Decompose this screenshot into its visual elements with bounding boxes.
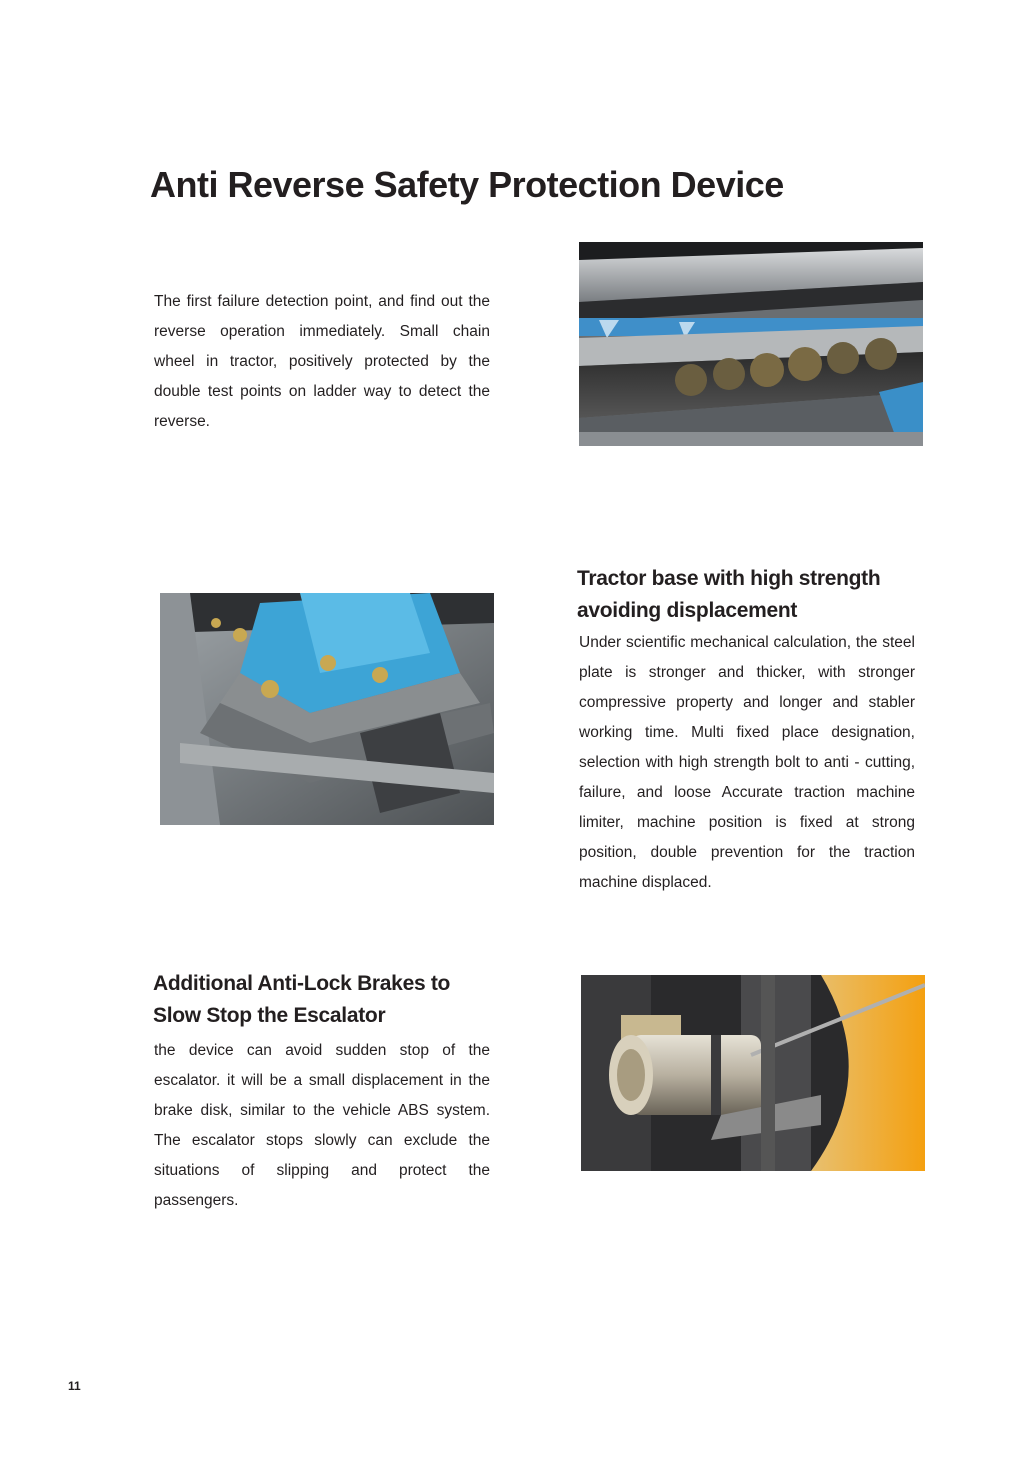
section3-heading-line1: Additional Anti-Lock Brakes to	[153, 972, 451, 995]
section3-heading-line2: Slow Stop the Escalator	[153, 1004, 386, 1027]
tractor-base-image	[160, 593, 494, 825]
anti-lock-brake-photo	[581, 975, 925, 1171]
section2-heading-line1: Tractor base with high strength	[577, 567, 881, 590]
tractor-base-photo	[160, 593, 494, 825]
section2-text: Under scientific mechanical calculation, the steel plate is stronger and thicker, with stronger compressive property and longer and stabler working time. Multi fixed place designation, selection with high strength bolt to anti - cutting, failure, and loose Accurate traction machine limiter, machine position is fixed at strong position, double prevention for the traction machine displaced.	[579, 634, 915, 891]
section2-heading	[577, 563, 880, 627]
brake-device-image	[581, 975, 925, 1171]
chain-wheel-photo	[579, 242, 923, 446]
page-number: 11	[68, 1379, 81, 1393]
section3-heading	[153, 968, 450, 1032]
section3-text: the device can avoid sudden stop of the escalator. it will be a small displacement in the brake disk, similar to the vehicle ABS system. The escalator stops slowly can exclude the situations of slipping and protect the passengers.	[154, 1042, 490, 1209]
section2-heading-line2: avoiding displacement	[577, 599, 798, 622]
section1-text: The first failure detection point, and find out the reverse operation immediately. Small chain wheel in tractor, positively protected by the double test points on ladder way to detect the reverse.	[154, 293, 490, 430]
chain-wheel-image	[579, 242, 923, 446]
page-title: Anti Reverse Safety Protection Device	[150, 164, 784, 205]
